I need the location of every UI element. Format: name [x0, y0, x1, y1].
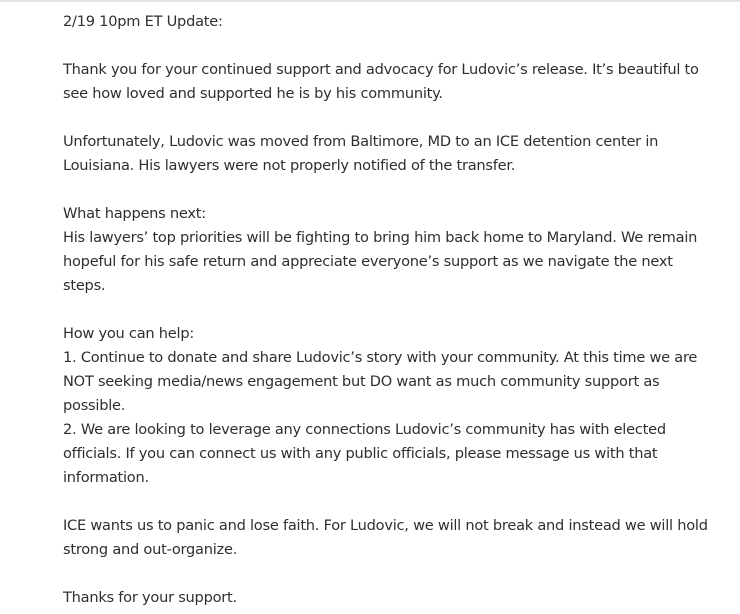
text-line: His lawyers’ top priorities will be fighting to bring him back home to Maryland. We remain: [63, 229, 698, 246]
update-heading: [63, 10, 735, 34]
text-line: strong and out-organize.: [63, 541, 238, 558]
text-line: see how loved and supported he is by his community.: [63, 85, 443, 102]
text-line: ICE wants us to panic and lose faith. For Ludovic, we will not break and instead we will hold: [63, 517, 708, 534]
closing-line: Thanks for your support.: [63, 589, 237, 606]
paragraph-closing: [63, 586, 735, 610]
paragraph-how-to-help: [63, 322, 735, 490]
help-item-1-line: 1. Continue to donate and share Ludovic’s story with your community. At this time we are: [63, 349, 698, 366]
help-item-2-line: information.: [63, 469, 149, 486]
help-item-2-line: officials. If you can connect us with any public officials, please message us with that: [63, 445, 658, 462]
text-line: hopeful for his safe return and appreciate everyone’s support as we navigate the next: [63, 253, 673, 270]
help-item-1-line: possible.: [63, 397, 126, 414]
paragraph-next-steps: [63, 202, 735, 298]
paragraph-transfer: [63, 130, 735, 178]
update-post-body: [63, 10, 735, 610]
text-line: Thank you for your continued support and advocacy for Ludovic’s release. It’s beautiful to: [63, 61, 699, 78]
text-line: Unfortunately, Ludovic was moved from Baltimore, MD to an ICE detention center in: [63, 133, 659, 150]
top-divider: [0, 0, 740, 2]
text-line: steps.: [63, 277, 106, 294]
section-label-how-you-can-help: How you can help:: [63, 325, 194, 342]
section-label-what-happens-next: What happens next:: [63, 205, 206, 222]
paragraph-resolve: [63, 514, 735, 562]
help-item-2-line: 2. We are looking to leverage any connections Ludovic’s community has with elected: [63, 421, 666, 438]
update-heading-text: 2/19 10pm ET Update:: [63, 13, 223, 30]
help-item-1-line: NOT seeking media/news engagement but DO want as much community support as: [63, 373, 660, 390]
text-line: Louisiana. His lawyers were not properly notified of the transfer.: [63, 157, 516, 174]
paragraph-thanks: [63, 58, 735, 106]
